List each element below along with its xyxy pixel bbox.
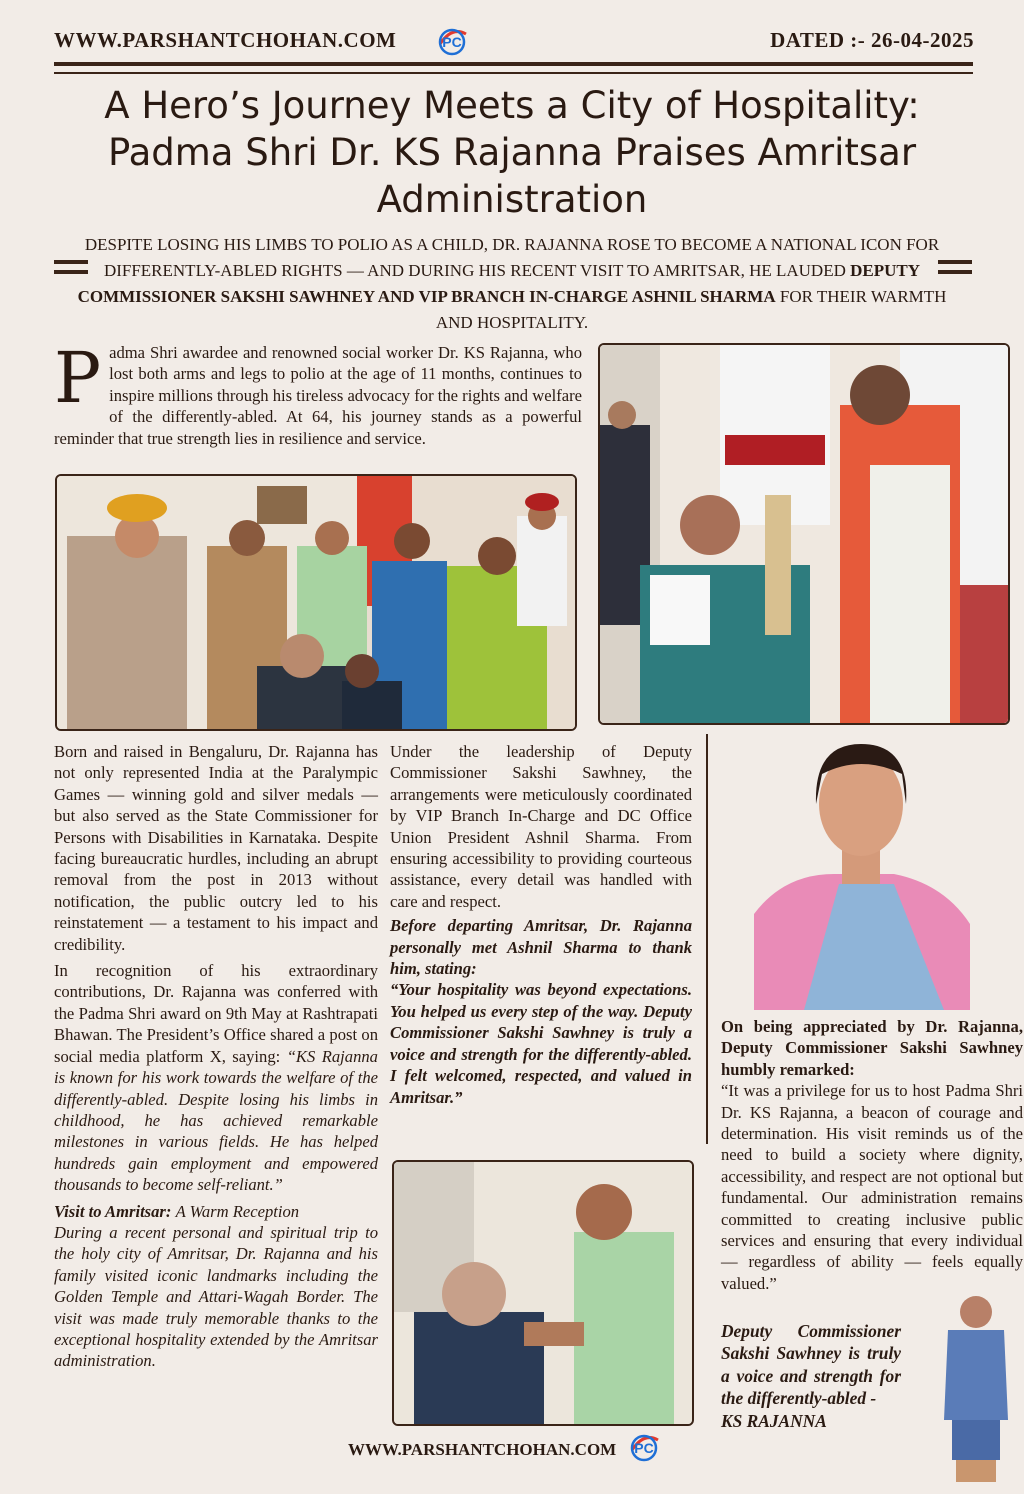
logo-text: PC (442, 34, 462, 50)
pc-logo-icon (434, 22, 470, 58)
col3-quote: “It was a privilege for us to host Padma Shri Dr. KS Rajanna, a beacon of courage and determination. His visit reminds us of the need to build a society where dignity, accessibility, and respect are not optional but fundamental. Our administration remains committed to creating inclusive public services and ensuring that every individual — regardless of ability — feels equally valued.” (721, 1081, 1023, 1293)
pull-quote (721, 1320, 901, 1432)
visit-heading (54, 1201, 378, 1222)
visit-label: Visit to Amritsar: (54, 1201, 172, 1221)
dc-portrait (744, 734, 978, 1010)
footer-logo-icon (626, 1428, 662, 1464)
col2-quote: “Your hospitality was beyond expectations. You helped us every step of the way. Deputy Commissioner Sakshi Sawhney is truly a voice and strength for the differently-abled. I felt welcomed, respected, and valued in Amritsar.” (390, 980, 692, 1107)
visit-subtitle: A Warm Reception (175, 1201, 300, 1221)
subhead-part1: DESPITE LOSING HIS LIMBS TO POLIO AS A CHILD, DR. RAJANNA ROSE TO BECOME A NATIONAL ICON FOR DIFFERENTLY-ABLED RIGHTS — AND DURING HIS RECENT VISIT TO AMRITSAR, HE LAUDED (84, 235, 940, 280)
col2-paragraph-2: Before departing Amritsar, Dr. Rajanna personally met Ashnil Sharma to thank him, stating: (390, 916, 692, 979)
footer-site-url[interactable]: WWW.PARSHANTCHOHAN.COM (348, 1440, 617, 1459)
col1-paragraph-2 (54, 960, 378, 1195)
headline: A Hero’s Journey Meets a City of Hospitality: Padma Shri Dr. KS Rajanna Praises Amritsar Administration (104, 84, 920, 221)
subhead-part2: DEPUTY COMMISSIONER SAKSHI SAWHNEY AND VIP BRANCH IN-CHARGE ASHNIL SHARMA (77, 261, 921, 306)
site-url[interactable]: WWW.PARSHANTCHOHAN.COM (54, 28, 397, 52)
intro-text: adma Shri awardee and renowned social worker Dr. KS Rajanna, who lost both arms and legs to polio at the age of 11 months, continues to inspire millions through his tireless advocacy for the rights and welfare of the differently-abled. At 64, his journey stands as a powerful reminder that true strength lies in resilience and service. (54, 343, 582, 448)
column-2 (390, 741, 692, 1113)
column-1 (54, 741, 378, 1377)
col1-paragraph-3: During a recent personal and spiritual trip to the holy city of Amritsar, Dr. Rajanna and his family visited iconic landmarks including the Golden Temple and Attari-Wagah Border. The visit was made truly memorable thanks to the exceptional hospitality extended by the Amritsar administration. (54, 1222, 378, 1371)
handshake-photo (392, 1160, 694, 1426)
subhead-part3: FOR THEIR WARMTH AND HOSPITALITY. (435, 287, 947, 332)
footer-logo-text: PC (634, 1440, 654, 1456)
award-ceremony-photo (598, 343, 1010, 725)
publish-date: DATED :- 26-04-2025 (770, 28, 974, 52)
pull-quote-text: Deputy Commissioner Sakshi Sawhney is truly a voice and strength for the differently-abled - (721, 1321, 901, 1409)
header-rule-thin (54, 72, 973, 74)
rajanna-cutout-photo (934, 1290, 1018, 1486)
column-3 (721, 1016, 1023, 1299)
col3-lead: On being appreciated by Dr. Rajanna, Deputy Commissioner Sakshi Sawhney humbly remarked: (721, 1017, 1023, 1079)
column-divider (706, 734, 708, 1144)
col1-p2-lead: In recognition of his extraordinary contributions, Dr. Rajanna was conferred with the Padma Shri award on 9th May at Rashtrapati Bhawan. The President’s Office shared a post on social media platform X, saying: (54, 961, 378, 1066)
dropcap: P (54, 337, 102, 419)
subheadline (74, 232, 950, 336)
intro-paragraph (54, 337, 582, 449)
col2-paragraph-1: Under the leadership of Deputy Commissioner Sakshi Sawhney, the arrangements were meticulously coordinated by VIP Branch In-Charge and DC Office Union President Ashnil Sharma. From ensuring accessibility to providing courteous assistance, every detail was handled with care and respect. (390, 742, 692, 911)
family-group-photo (55, 474, 577, 731)
col1-p2-quote: “KS Rajanna is known for his work towards the welfare of the differently-abled. Despite losing his limbs in childhood, he has achieved remarkable milestones in various fields. He has helped hundreds gain employment and empowered thousands to become self-reliant.” (54, 1046, 378, 1195)
pull-quote-attribution: KS RAJANNA (721, 1410, 827, 1431)
header-rule-thick (54, 62, 973, 66)
col1-paragraph-1: Born and raised in Bengaluru, Dr. Rajanna has not only represented India at the Paralympic Games — winning gold and silver medals — but also served as the State Commissioner for Persons with Disabilities in Karnataka. Despite facing bureaucratic hurdles, including an abrupt removal from the post in 2013 without notification, the public outcry led to his reinstatement — a testament to his impact and credibility. (54, 742, 378, 954)
